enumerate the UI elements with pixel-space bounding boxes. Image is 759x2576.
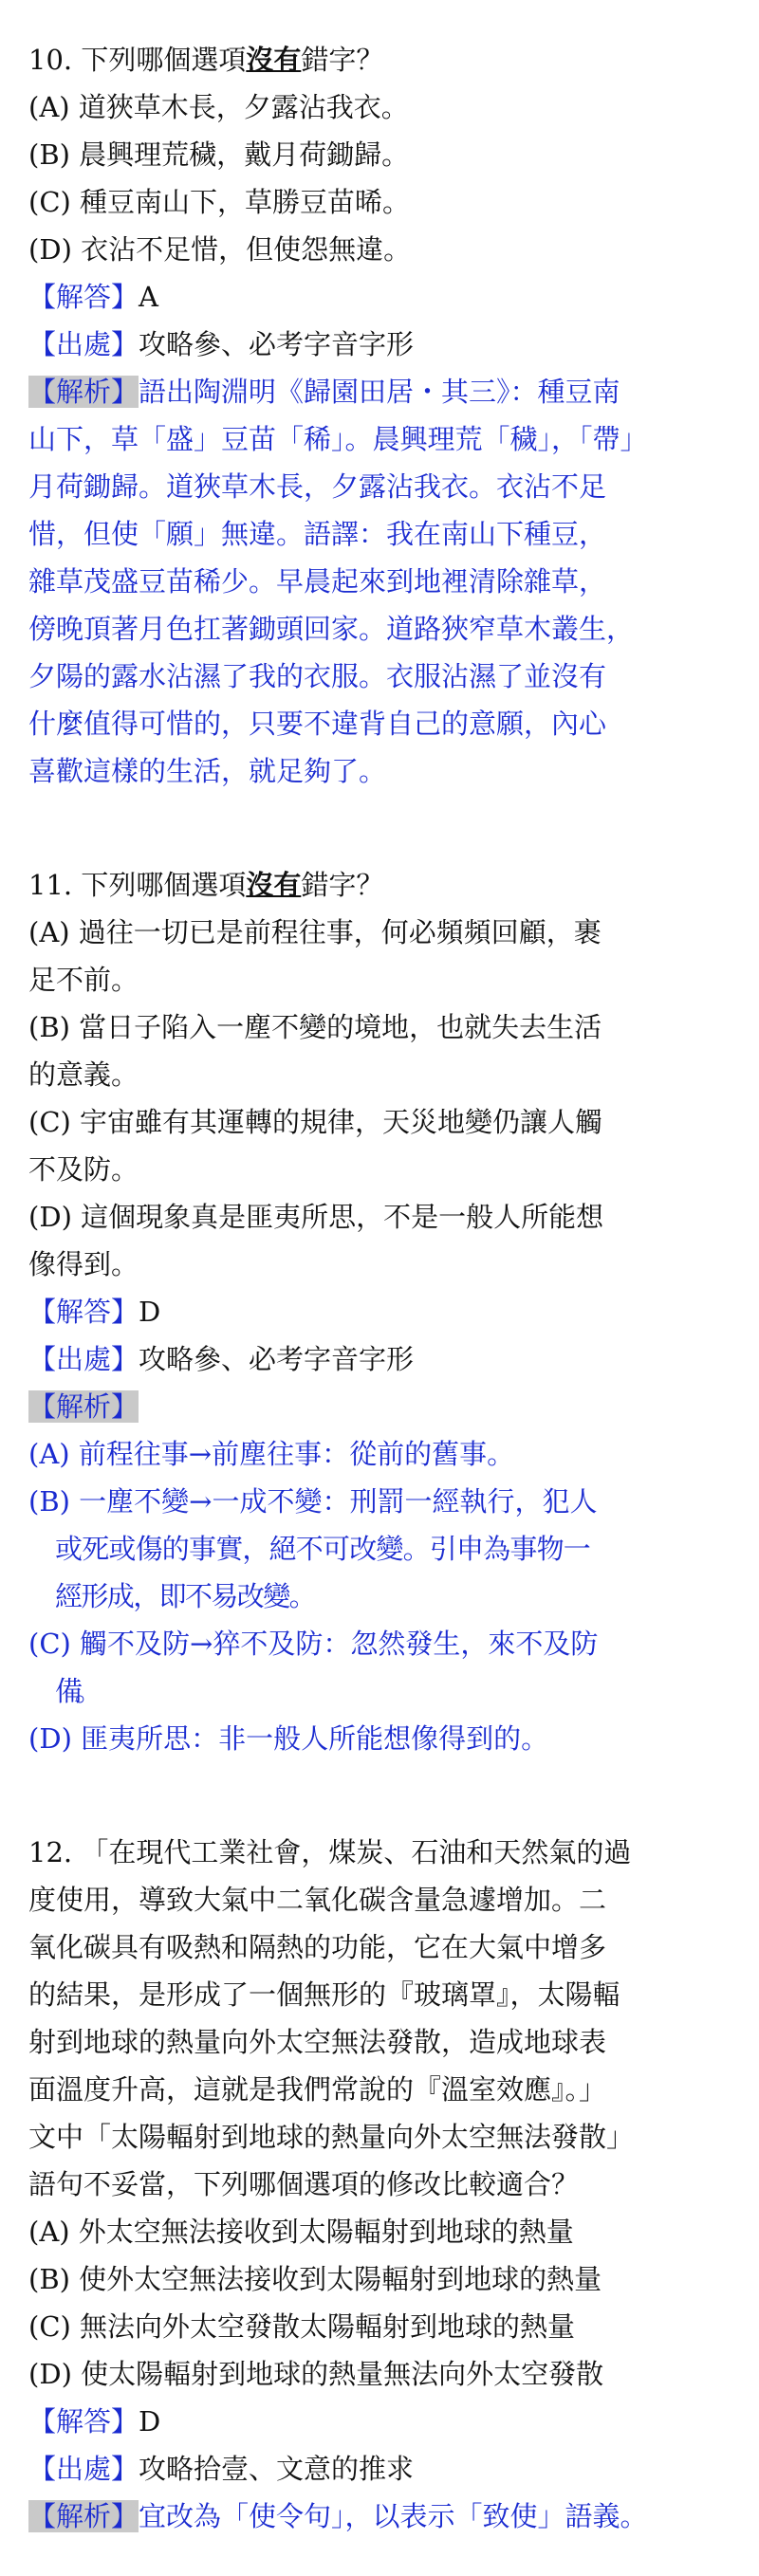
q11-option-a-cont: 足不前。 [28,964,139,996]
q11-option-c-cont: 不及防。 [28,1153,139,1186]
q11-stem: 11. 下列哪個選項沒有錯字？ [28,869,384,901]
q11-analysis-a: (A) 前程往事→前塵往事：從前的舊事。 [28,1438,515,1470]
q10-analysis-1: 【解析】語出陶淵明《歸園田居・其三》：種豆南 [28,376,620,408]
q11-analysis-tag: 【解析】 [28,1390,139,1423]
q10-option-a: (A) 道狹草木長，夕露沾我衣。 [28,91,409,123]
q10-analysis-3: 月荷鋤歸。道狹草木長，夕露沾我衣。衣沾不足 [28,470,607,503]
q12-stem-1: 12. 「在現代工業社會，煤炭、石油和天然氣的過 [28,1836,632,1868]
q11-option-c: (C) 宇宙雖有其運轉的規律，天災地變仍讓人觸 [28,1106,603,1138]
q12-analysis: 【解析】宜改為「使令句」，以表示「致使」語義。 [28,2500,648,2532]
q12-stem-5: 射到地球的熱量向外太空無法發散，造成地球表 [28,2026,607,2058]
q10-option-c: (C) 種豆南山下，草勝豆苗晞。 [28,186,411,218]
q10-option-d: (D) 衣沾不足惜，但使怨無違。 [28,233,412,266]
q10-analysis-2: 山下，草「盛」豆苗「稀」。晨興理荒「穢」，「帶」 [28,423,648,455]
q11-source: 【出處】攻略參、必考字音字形 [28,1343,415,1375]
q12-stem-8: 語句不妥當，下列哪個選項的修改比較適合？ [28,2168,580,2200]
q12-answer: 【解答】D [28,2405,161,2438]
q12-option-b: (B) 使外太空無法接收到太陽輻射到地球的熱量 [28,2263,602,2295]
q10-answer: 【解答】A [28,281,158,313]
q11-option-a: (A) 過往一切已是前程往事，何必頻頻回顧，裹 [28,916,602,948]
q10-analysis-4: 惜，但使「願」無違。語譯：我在南山下種豆， [28,518,607,550]
q11-option-d: (D) 這個現象真是匪夷所思，不是一般人所能想 [28,1201,604,1233]
q12-stem-6: 面溫度升高，這就是我們常說的『溫室效應』。」 [28,2073,607,2106]
q11-analysis-b: (B) 一塵不變→一成不變：刑罰一經執行，犯人 [28,1485,598,1518]
q11-answer: 【解答】D [28,1296,161,1328]
q12-stem-2: 度使用，導致大氣中二氧化碳含量急遽增加。二 [28,1884,607,1916]
q12-stem-7: 文中「太陽輻射到地球的熱量向外太空無法發散」 [28,2121,635,2153]
q11-analysis-d: (D) 匪夷所思：非一般人所能想像得到的。 [28,1722,549,1755]
q10-analysis-6: 傍晚頂著月色扛著鋤頭回家。道路狹窄草木叢生， [28,613,635,645]
q12-stem-3: 氧化碳具有吸熱和隔熱的功能，它在大氣中增多 [28,1931,607,1963]
q11-analysis-b-cont1: 或死或傷的事實，絕不可改變。引申為事物一 [55,1533,591,1565]
q12-option-a: (A) 外太空無法接收到太陽輻射到地球的熱量 [28,2216,574,2248]
q12-option-d: (D) 使太陽輻射到地球的熱量無法向外太空發散 [28,2358,604,2390]
q12-stem-4: 的結果，是形成了一個無形的『玻璃罩』，太陽輻 [28,1978,620,2011]
q10-analysis-5: 雜草茂盛豆苗稀少。早晨起來到地裡清除雜草， [28,565,607,598]
q10-stem: 10. 下列哪個選項沒有錯字？ [28,44,384,76]
q11-analysis-b-cont2: 經形成，即不易改變。 [55,1580,316,1612]
q12-option-c: (C) 無法向外太空發散太陽輻射到地球的熱量 [28,2310,576,2343]
q11-option-b-cont: 的意義。 [28,1058,139,1091]
q11-analysis-c-cont: 備。 [55,1675,96,1707]
q11-analysis-c: (C) 觸不及防→猝不及防：忽然發生，來不及防 [28,1628,599,1660]
q11-option-d-cont: 像得到。 [28,1248,139,1280]
q10-analysis-8: 什麼值得可惜的，只要不違背自己的意願，內心 [28,708,607,740]
q11-option-b: (B) 當日子陷入一塵不變的境地，也就失去生活 [28,1011,602,1043]
q10-source: 【出處】攻略參、必考字音字形 [28,328,415,360]
q10-analysis-9: 喜歡這樣的生活，就足夠了。 [28,755,387,787]
q12-source: 【出處】攻略拾壹、文意的推求 [28,2453,415,2485]
q10-option-b: (B) 晨興理荒穢，戴月荷鋤歸。 [28,138,410,171]
q10-analysis-7: 夕陽的露水沾濕了我的衣服。衣服沾濕了並沒有 [28,660,607,692]
